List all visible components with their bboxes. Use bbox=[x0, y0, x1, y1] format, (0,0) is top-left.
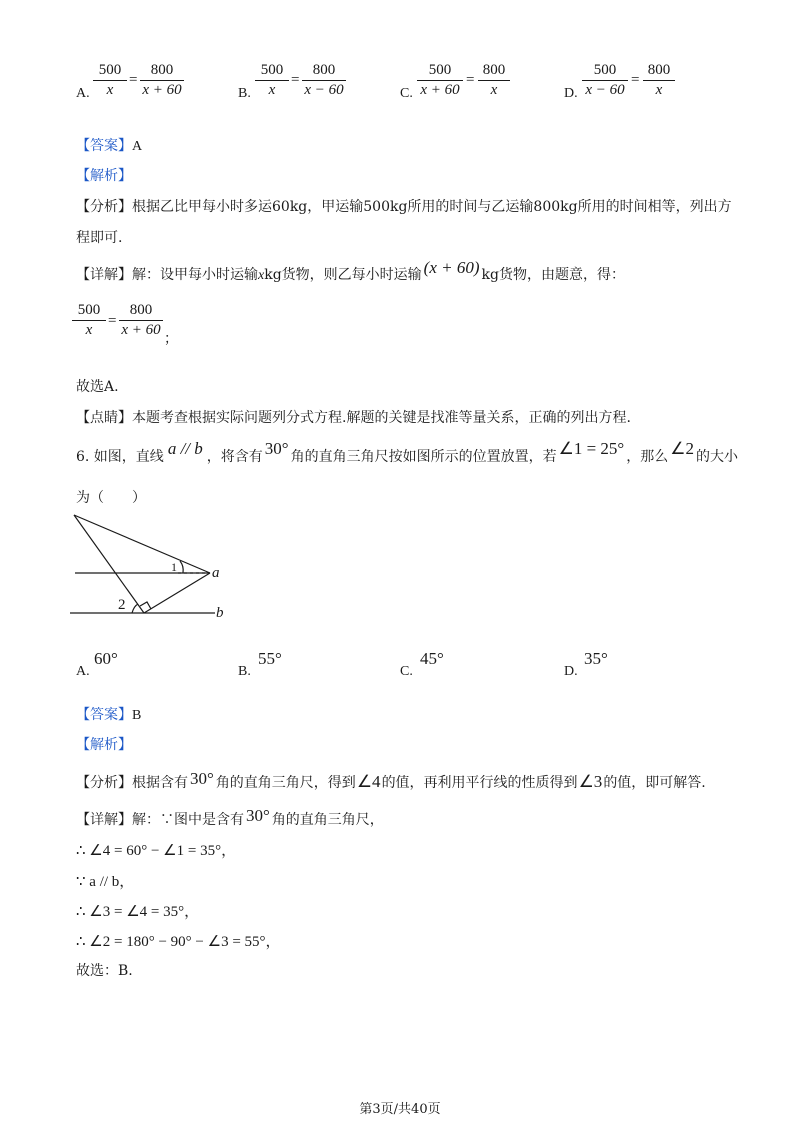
equation-tail: ； bbox=[164, 331, 178, 347]
q5-answer-line bbox=[76, 135, 142, 155]
detail-text: 解：设甲每小时运输 bbox=[132, 267, 258, 283]
detail-text: kg货物，则乙每小时运输 bbox=[264, 267, 422, 283]
q6-option-d-label: D. bbox=[564, 664, 578, 679]
answer-value: B bbox=[132, 708, 142, 723]
label-b: b bbox=[216, 605, 224, 621]
q6-step-3: ∴ ∠3 = ∠4 = 35°， bbox=[76, 904, 200, 920]
q5-option-a-frac2: $\frac{800}{x + 60}$ bbox=[140, 62, 184, 99]
q5-choose: 故选A. bbox=[76, 379, 119, 395]
detail-text: 角的直角三角尺， bbox=[271, 812, 384, 828]
analysis-tag: 【解析】 bbox=[76, 737, 132, 753]
q5-option-b-frac1: $\frac{500}{x}$ bbox=[255, 62, 289, 99]
geometry-figure bbox=[60, 505, 240, 630]
equation-frac-left: $\frac{500}{x}$ bbox=[72, 302, 106, 339]
label-2: 2 bbox=[118, 597, 126, 613]
q5-option-d-frac1: $\frac{500}{x - 60}$ bbox=[582, 62, 628, 99]
equals-sign: = bbox=[631, 72, 640, 88]
q6-stem-line bbox=[76, 439, 738, 466]
target-angle: ∠2 bbox=[670, 439, 694, 458]
equals-sign: = bbox=[129, 72, 138, 88]
detail-tag: 【详解】 bbox=[76, 267, 132, 283]
detail-text: kg货物，由题意，得： bbox=[481, 267, 625, 283]
q6-detail-line bbox=[76, 806, 384, 829]
fenxi-text: 角的直角三角尺，得到 bbox=[215, 775, 356, 791]
variable-x: x bbox=[258, 268, 265, 283]
q5-comment-line bbox=[76, 407, 631, 427]
stem-text: 角的直角三角尺按如图所示的位置放置，若 bbox=[290, 449, 557, 465]
fenxi-text: 的值，即可解答. bbox=[603, 775, 706, 791]
parallel-expression: a // b bbox=[167, 439, 203, 458]
q5-option-c-frac1: $\frac{500}{x + 60}$ bbox=[417, 62, 463, 99]
angle-30: 30° bbox=[264, 439, 289, 458]
fenxi-tag: 【分析】 bbox=[76, 775, 132, 791]
fenxi-text: 的值，再利用平行线的性质得到 bbox=[381, 775, 578, 791]
q6-option-d-value: 35° bbox=[584, 649, 608, 668]
q5-fenxi-line-2: 程即可. bbox=[76, 230, 123, 246]
q6-option-b-value: 55° bbox=[258, 649, 282, 668]
q6-option-a-label: A. bbox=[76, 664, 90, 679]
right-angle-mark bbox=[140, 602, 151, 609]
given-angle: ∠1 = 25° bbox=[558, 439, 625, 458]
q6-step-2: ∵ a // b， bbox=[76, 874, 135, 890]
angle-2-arc bbox=[132, 604, 138, 613]
label-1: 1 bbox=[171, 560, 177, 574]
q6-choose: 故选：B. bbox=[76, 963, 133, 979]
q6-answer-line bbox=[76, 704, 141, 724]
q6-option-a-value: 60° bbox=[94, 649, 118, 668]
fenxi-text: 根据含有 bbox=[132, 775, 188, 791]
angle-1-arc bbox=[180, 561, 183, 573]
q5-option-a-frac1: $\frac{500}{x}$ bbox=[93, 62, 127, 99]
q6-fenxi-line bbox=[76, 769, 706, 792]
q5-option-c-frac2: $\frac{800}{x}$ bbox=[478, 62, 510, 99]
stem-text: ，将含有 bbox=[206, 449, 263, 465]
stem-text: 的大小 bbox=[695, 449, 738, 465]
answer-value: A bbox=[132, 139, 143, 154]
comment-text: 本题考查根据实际问题列分式方程.解题的关键是找准等量关系，正确的列出方程. bbox=[132, 410, 631, 426]
equals-sign: = bbox=[291, 72, 300, 88]
q5-option-a-label: A. bbox=[76, 86, 90, 101]
q6-option-c-label: C. bbox=[400, 664, 413, 679]
q6-step-1: ∴ ∠4 = 60° − ∠1 = 35°， bbox=[76, 843, 237, 859]
equals-sign: = bbox=[108, 313, 117, 329]
analysis-tag: 【解析】 bbox=[76, 168, 132, 184]
comment-tag: 【点睛】 bbox=[76, 410, 132, 426]
page-footer: 第3页/共40页 bbox=[359, 1102, 441, 1117]
q5-option-b-frac2: $\frac{800}{x - 60}$ bbox=[302, 62, 346, 99]
equation-frac-right: $\frac{800}{x + 60}$ bbox=[119, 302, 163, 339]
fenxi-tag: 【分析】 bbox=[76, 199, 132, 215]
q5-fenxi-line bbox=[76, 196, 732, 216]
answer-tag: 【答案】 bbox=[76, 707, 132, 723]
q5-option-b-label: B. bbox=[238, 86, 251, 101]
q5-option-d-label: D. bbox=[564, 86, 578, 101]
equals-sign: = bbox=[466, 72, 475, 88]
q6-stem-line-2: 为（ ） bbox=[76, 490, 146, 506]
triangle-short-leg bbox=[144, 573, 210, 613]
detail-text: 解：∵图中是含有 bbox=[132, 812, 244, 828]
label-a: a bbox=[212, 565, 220, 581]
angle-4: ∠4 bbox=[356, 772, 381, 791]
q5-analysis-tag bbox=[76, 165, 132, 185]
angle-3: ∠3 bbox=[578, 772, 603, 791]
q6-option-c-value: 45° bbox=[420, 649, 444, 668]
q6-analysis-tag bbox=[76, 734, 132, 754]
angle-30: 30° bbox=[246, 806, 270, 825]
fenxi-text: 根据乙比甲每小时多运60kg，甲运输500kg所用的时间与乙运输800kg所用的时间相等，列出方 bbox=[132, 199, 732, 215]
q5-option-c-label: C. bbox=[400, 86, 413, 101]
detail-tag: 【详解】 bbox=[76, 812, 132, 828]
q5-option-d-frac2: $\frac{800}{x}$ bbox=[643, 62, 675, 99]
question-number-text: 6. 如图，直线 bbox=[76, 449, 164, 465]
stem-text: ，那么 bbox=[626, 449, 669, 465]
q5-detail-line bbox=[76, 258, 625, 284]
q6-option-b-label: B. bbox=[238, 664, 251, 679]
answer-tag: 【答案】 bbox=[76, 138, 132, 154]
angle-30: 30° bbox=[190, 769, 214, 788]
detail-expression: (x + 60) bbox=[423, 258, 480, 277]
q6-step-4: ∴ ∠2 = 180° − 90° − ∠3 = 55°， bbox=[76, 934, 281, 950]
